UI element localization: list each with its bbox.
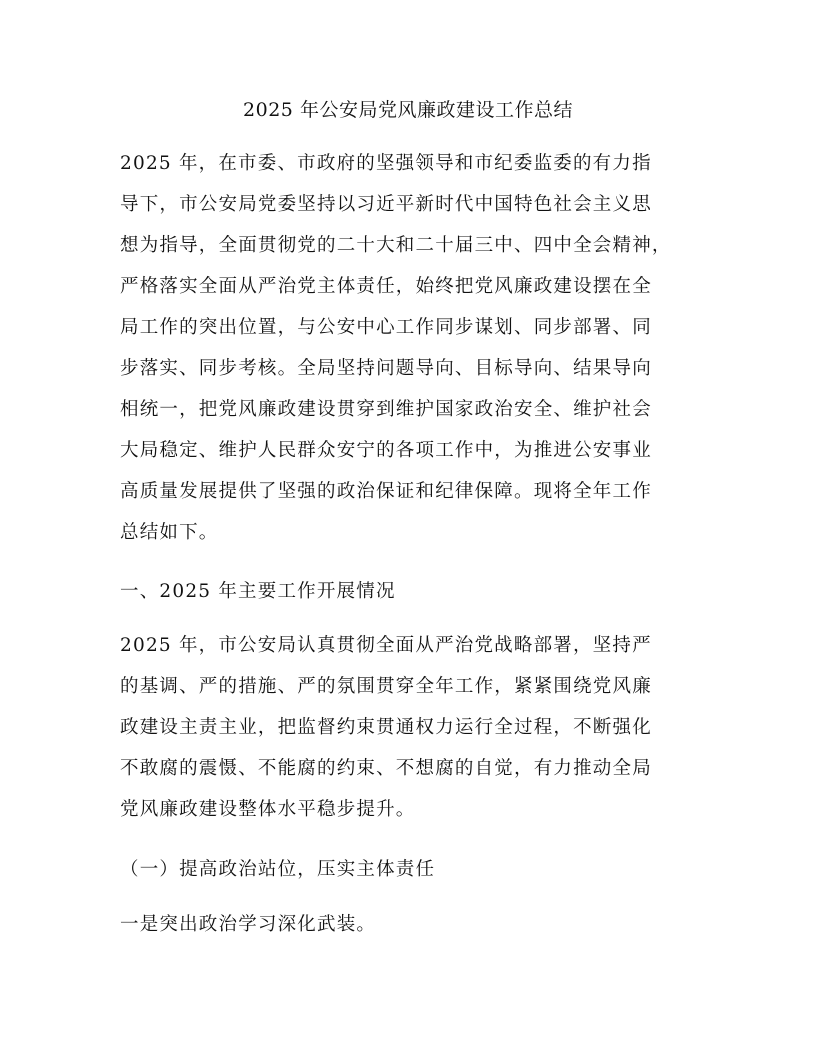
point-line: 一是突出政治学习深化武装。 [120, 914, 377, 935]
intro-line: 总结如下。 [120, 522, 219, 543]
intro-line: 高质量发展提供了坚强的政治保证和纪律保障。现将全年工作 [120, 481, 652, 502]
intro-line: 相统一，把党风廉政建设贯穿到维护国家政治安全、维护社会 [120, 399, 652, 420]
section-line: 2025 年，市公安局认真贯彻全面从严治党战略部署，坚持严 [120, 635, 652, 656]
section-line: 不敢腐的震慑、不能腐的约束、不想腐的自觉，有力推动全局 [120, 758, 652, 779]
intro-line: 局工作的突出位置，与公安中心工作同步谋划、同步部署、同 [120, 317, 652, 338]
intro-line: 大局稳定、维护人民群众安宁的各项工作中，为推进公安事业 [120, 440, 652, 461]
intro-line: 步落实、同步考核。全局坚持问题导向、目标导向、结果导向 [120, 358, 652, 379]
section-line: 政建设主责主业，把监督约束贯通权力运行全过程，不断强化 [120, 717, 652, 738]
intro-line: 2025 年，在市委、市政府的坚强领导和市纪委监委的有力指 [120, 153, 652, 174]
intro-line: 导下，市公安局党委坚持以习近平新时代中国特色社会主义思 [120, 194, 652, 215]
intro-line: 严格落实全面从严治党主体责任，始终把党风廉政建设摆在全 [120, 276, 652, 297]
subsection-heading: （一）提高政治站位，压实主体责任 [120, 859, 436, 880]
section-heading: 一、2025 年主要工作开展情况 [120, 581, 396, 602]
document-title: 2025 年公安局党风廉政建设工作总结 [243, 99, 573, 121]
section-line: 党风廉政建设整体水平稳步提升。 [120, 799, 416, 820]
intro-line: 想为指导，全面贯彻党的二十大和二十届三中、四中全会精神， [120, 235, 672, 256]
section-line: 的基调、严的措施、严的氛围贯穿全年工作，紧紧围绕党风廉 [120, 676, 652, 697]
